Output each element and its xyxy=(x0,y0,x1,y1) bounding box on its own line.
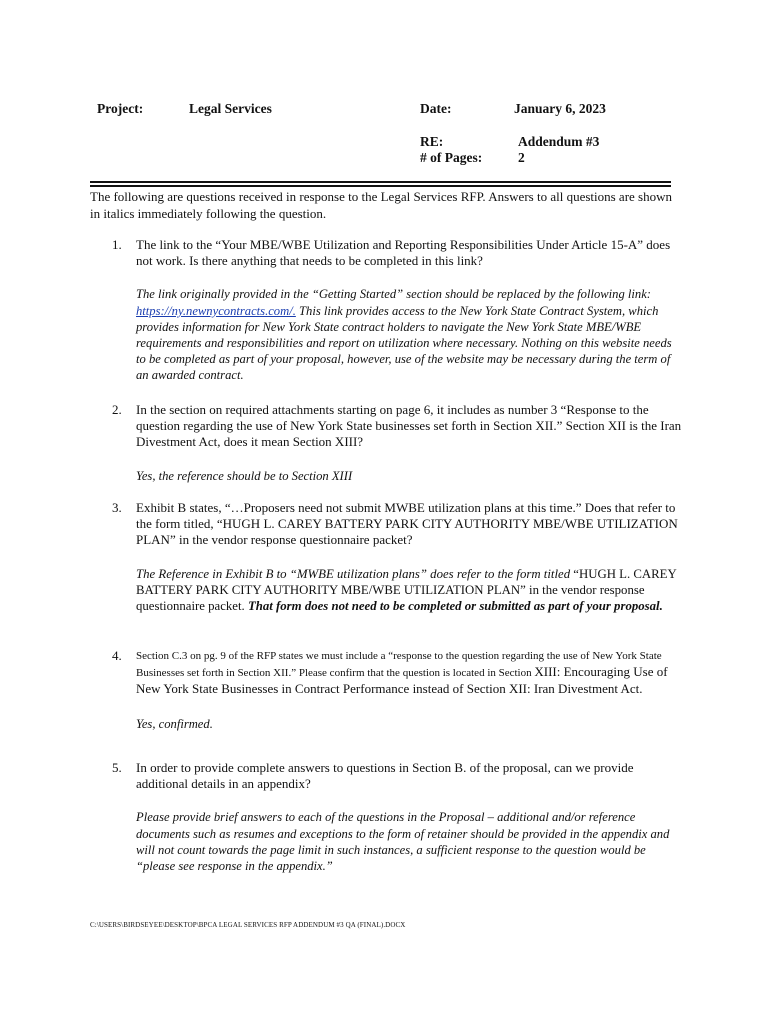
question-item-2 xyxy=(112,402,684,484)
question-text xyxy=(136,648,684,698)
question-item-3 xyxy=(112,500,684,614)
question-large-part: XIII: Encouraging Use of New York State Businesses in Contract Performance instead of Section XII: Iran Divestment Act. xyxy=(136,664,668,696)
pages-value: 2 xyxy=(518,150,525,165)
file-path-footer: C:\USERS\BIRDSEYEE\DESKTOP\BPCA LEGAL SERVICES RFP ADDENDUM #3 QA (FINAL).DOCX xyxy=(90,921,406,929)
item-number: 1. xyxy=(112,237,122,252)
question-text: In the section on required attachments starting on page 6, it includes as number 3 “Response to the question regarding the use of New York State businesses set forth in Section XII.” Section XII is the Iran Divestment Act, does it mean Section XIII? xyxy=(136,402,682,450)
date-value: January 6, 2023 xyxy=(514,101,606,116)
answer-text xyxy=(136,566,684,615)
answer-bold-italic-part: That form does not need to be completed or submitted as part of your proposal. xyxy=(247,599,663,614)
question-item-1 xyxy=(112,237,684,384)
item-number: 3. xyxy=(112,500,122,515)
question-text: Exhibit B states, “…Proposers need not submit MWBE utilization plans at this time.” Does that refer to the form titled, “HUGH L. CAREY BATTERY PARK CITY AUTHORITY MBE/WBE UTILIZATION PLAN” in the vendor response questionnaire packet? xyxy=(136,500,678,548)
header-divider-top xyxy=(90,181,671,183)
date-label: Date: xyxy=(420,101,452,116)
pages-label: # of Pages: xyxy=(420,150,483,165)
question-small-part: Section C.3 on pg. 9 of the RFP states we must include a “response to the question regarding the use of New York State Businesses set forth in Section XII.” Please confirm that the question is located in Section xyxy=(136,650,662,679)
answer-italic-part: The Reference in Exhibit B to “MWBE utilization plans” does refer to the form titled xyxy=(136,566,571,581)
header-divider-bottom xyxy=(90,185,671,187)
answer-plain-part: “HUGH L. CAREY BATTERY PARK CITY AUTHORITY MBE/WBE UTILIZATION PLAN” in the vendor response questionnaire packet. xyxy=(136,566,677,614)
re-label: RE: xyxy=(420,134,444,149)
item-number: 2. xyxy=(112,402,122,417)
answer-text: Yes, the reference should be to Section XIII xyxy=(136,468,353,483)
question-item-5 xyxy=(112,760,684,874)
question-text: In order to provide complete answers to questions in Section B. of the proposal, can we provide additional details in an appendix? xyxy=(136,760,634,792)
newnycontracts-link[interactable]: https://ny.newnycontracts.com/. xyxy=(136,303,296,318)
answer-text: Yes, confirmed. xyxy=(136,717,213,731)
intro-text: The following are questions received in response to the Legal Services RFP. Answers to all questions are shown in italics immediately following the question. xyxy=(90,189,672,221)
project-value: Legal Services xyxy=(189,101,272,116)
question-text: The link to the “Your MBE/WBE Utilization and Reporting Responsibilities Under Article 15-A” does not work. Is there anything that needs to be completed in this link? xyxy=(136,237,671,269)
answer-text xyxy=(136,286,684,383)
answer-text-before-link: The link originally provided in the “Getting Started” section should be replaced by the following link: xyxy=(136,287,651,302)
item-number: 4. xyxy=(112,648,122,663)
item-number: 5. xyxy=(112,760,122,775)
re-value: Addendum #3 xyxy=(518,134,600,149)
answer-text-after-link: This link provides access to the New York State Contract System, which provides information for New York State contract holders to navigate the New York State MBE/WBE requirements and responsibilities and report on utilization where necessary. Nothing on this website needs to be completed as part of your proposal, however, use of the website may be necessary during the term of an awarded contract. xyxy=(136,303,672,383)
answer-text: Please provide brief answers to each of the questions in the Proposal – additional and/or reference documents such as resumes and exceptions to the form of retainer should be provided in the appendix and will not count towards the page limit in such instances, a sufficient response to the question would be “please see response in the appendix.” xyxy=(136,810,670,874)
question-item-4 xyxy=(112,648,684,732)
project-label: Project: xyxy=(97,101,144,116)
